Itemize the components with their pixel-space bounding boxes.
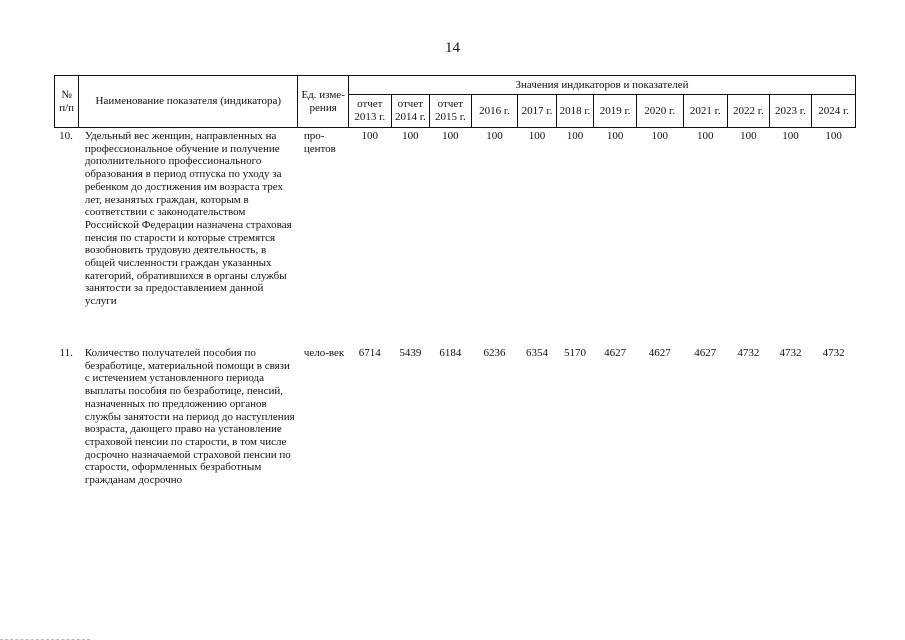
- header-unit: Ед. изме-рения: [298, 76, 349, 128]
- table-row: [55, 128, 856, 345]
- value-cell: 5439: [399, 347, 422, 359]
- table-header: [55, 76, 856, 128]
- header-year: 2019 г.: [594, 95, 637, 128]
- value-cell: 100: [528, 130, 546, 142]
- value-cell: 4732: [737, 347, 760, 359]
- header-year: 2024 г.: [812, 95, 856, 128]
- value-cell: 100: [361, 130, 379, 142]
- value-cell: 100: [651, 130, 668, 142]
- header-year: 2023 г.: [769, 95, 812, 128]
- unit-cell: чело-век: [303, 347, 345, 359]
- indicator-name: Удельный вес женщин, направленных на профессиональное обучение и получение дополнительного профессионального образования в период отпуска по уходу за ребенком до достижения им возраста трех лет, незанятых граждан, которым в соответствии с законодательством Российской Федерации назначена страховая пенсия по старости и которые стремятся возобновить трудовую деятельность, в общей численности граждан указанных категорий, обратившихся в органы службы занятости за предоставлением данной услуги: [84, 130, 292, 308]
- value-cell: 4732: [822, 347, 845, 359]
- value-cell: 6184: [439, 347, 462, 359]
- value-cell: 4732: [779, 347, 802, 359]
- header-year: 2021 г.: [683, 95, 728, 128]
- header-values-group: Значения индикаторов и показателей: [349, 76, 856, 95]
- value-cell: 6236: [483, 347, 506, 359]
- value-cell: 100: [486, 130, 503, 142]
- header-year: 2018 г.: [556, 95, 594, 128]
- indicators-table: [54, 75, 856, 525]
- value-cell: 100: [825, 130, 842, 142]
- value-cell: 6714: [358, 347, 381, 359]
- value-cell: 4627: [604, 347, 627, 359]
- table-row: [55, 344, 856, 525]
- header-year: отчет 2015 г.: [430, 95, 472, 128]
- value-cell: 4627: [694, 347, 717, 359]
- header-year: 2017 г.: [518, 95, 557, 128]
- unit-cell: про-центов: [303, 130, 336, 155]
- value-cell: 4627: [648, 347, 671, 359]
- header-name: Наименование показателя (индикатора): [79, 76, 298, 128]
- header-year: 2022 г.: [728, 95, 770, 128]
- value-cell: 100: [697, 130, 714, 142]
- header-year: 2020 г.: [636, 95, 683, 128]
- value-cell: 100: [782, 130, 799, 142]
- row-number: 11.: [59, 347, 73, 359]
- row-number: 10.: [59, 130, 73, 142]
- header-year: отчет 2013 г.: [349, 95, 392, 128]
- value-cell: 100: [402, 130, 419, 142]
- page-number: 14: [445, 40, 460, 56]
- value-cell: 100: [566, 130, 584, 142]
- value-cell: 100: [442, 130, 459, 142]
- value-cell: 100: [740, 130, 757, 142]
- indicator-name: Количество получателей пособия по безработице, материальной помощи в связи с истечением установленного периода выплаты пособия по безработице, пенсий, назначенных по предложению органов службы занятости на период до наступления возраста, дающего право на установление страховой пенсии по старости, в том числе досрочно назначаемой страховой пенсии по старости, оформленных безработным гражданам досрочно: [84, 347, 295, 487]
- header-num: № п/п: [55, 76, 79, 128]
- header-year: отчет 2014 г.: [391, 95, 430, 128]
- value-cell: 6354: [526, 347, 549, 359]
- value-cell: 5170: [564, 347, 587, 359]
- value-cell: 100: [606, 130, 624, 142]
- header-year: 2016 г.: [471, 95, 518, 128]
